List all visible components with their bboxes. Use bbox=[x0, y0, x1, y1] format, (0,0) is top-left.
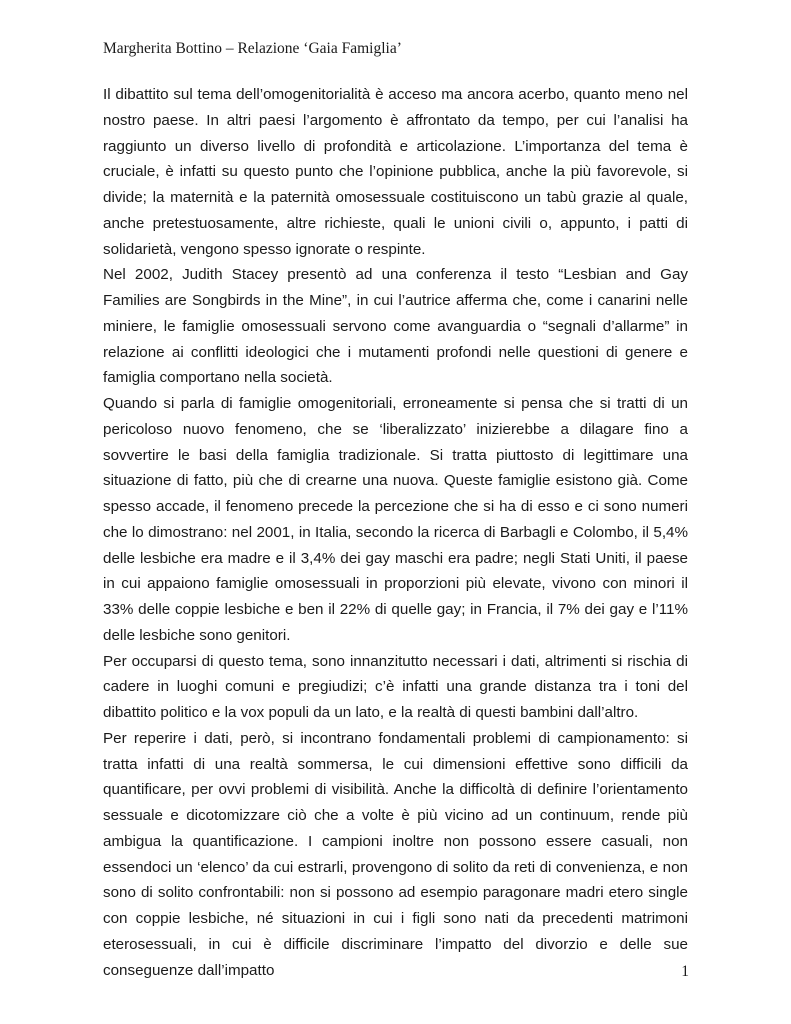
paragraph: Il dibattito sul tema dell’omogenitorialità è acceso ma ancora acerbo, quanto meno nel nostro paese. In altri paesi l’argomento è affrontato da tempo, per cui l’analisi ha raggiunto un diverso livello di profondità e articolazione. L’importanza del tema è cruciale, è infatti su questo punto che l’opinione pubblica, anche la più favorevole, si divide; la maternità e la paternità omosessuale costituiscono un tabù grazie al quale, anche pretestuosamente, altre richieste, quali le unioni civili o, appunto, i patti di solidarietà, vengono spesso ignorate o respinte. bbox=[103, 86, 688, 258]
running-header: Margherita Bottino – Relazione ‘Gaia Famiglia’ bbox=[103, 40, 402, 57]
page-number: 1 bbox=[681, 963, 689, 980]
paragraph: Quando si parla di famiglie omogenitoriali, erroneamente si pensa che si tratti di un pericoloso nuovo fenomeno, che se ‘liberalizzato’ inizierebbe a dilagare fino a sovvertire le basi della famiglia tradizionale. Si tratta piuttosto di legittimare una situazione di fatto, più che di crearne una nuova. Queste famiglie esistono già. Come spesso accade, il fenomeno precede la percezione che si ha di esso e ci sono numeri che lo dimostrano: nel 2001, in Italia, secondo la ricerca di Barbagli e Colombo, il 5,4% delle lesbiche era madre e il 3,4% dei gay maschi era padre; negli Stati Uniti, il paese in cui appaiono famiglie omosessuali in proporzioni più elevate, vivono con minori il 33% delle coppie lesbiche e ben il 22% di quelle gay; in Francia, il 7% dei gay e l’11% delle lesbiche sono genitori. bbox=[103, 395, 688, 644]
paragraph: Per occuparsi di questo tema, sono innanzitutto necessari i dati, altrimenti si rischia di cadere in luoghi comuni e pregiudizi; c’è infatti una grande distanza tra i toni del dibattito politico e la vox populi da un lato, e la realtà di questi bambini dall’altro. bbox=[103, 652, 688, 721]
paragraph: Per reperire i dati, però, si incontrano fondamentali problemi di campionamento: si tratta infatti di una realtà sommersa, le cui dimensioni effettive sono difficili da quantificare, per ovvi problemi di visibilità. Anche la difficoltà di definire l’orientamento sessuale e dicotomizzare ciò che a volte è più vicino ad un continuum, rende più ambigua la quantificazione. I campioni inoltre non possono essere casuali, non essendoci un ‘elenco’ da cui estrarli, provengono di solito da reti di convenienza, e non sono di solito confrontabili: non si possono ad esempio paragonare madri etero single con coppie lesbiche, né situazioni in cui i figli sono nati da precedenti matrimoni eterosessuali, in cui è difficile discriminare l’impatto del divorzio e delle sue conseguenze dall’impatto bbox=[103, 729, 688, 979]
body-text bbox=[103, 82, 688, 983]
paragraph: Nel 2002, Judith Stacey presentò ad una conferenza il testo “Lesbian and Gay Families are Songbirds in the Mine”, in cui l’autrice afferma che, come i canarini nelle miniere, le famiglie omosessuali servono come avanguardia o “segnali d’allarme” in relazione ai conflitti ideologici che i mutamenti profondi nelle questioni di genere e famiglia comportano nella società. bbox=[103, 266, 688, 387]
